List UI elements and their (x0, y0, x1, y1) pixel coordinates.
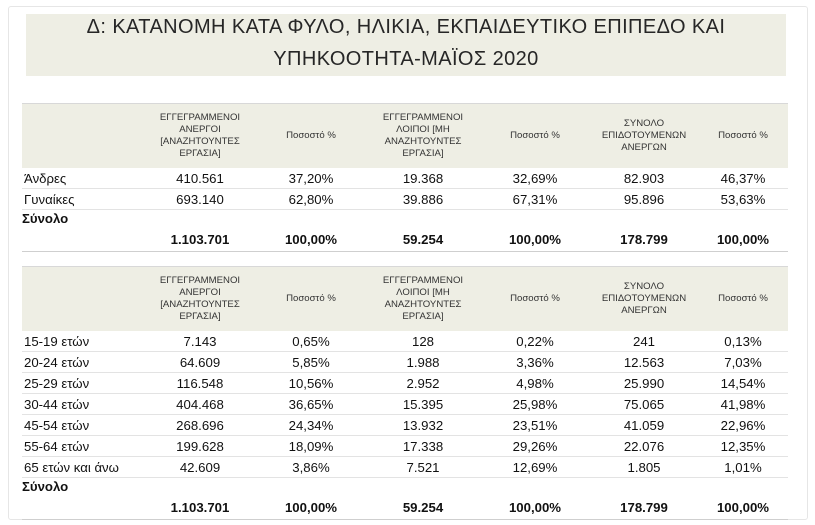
data-cell: 404.468 (144, 394, 256, 415)
table-row (22, 436, 788, 457)
total-cell: 100,00% (256, 495, 366, 520)
total-label-row (22, 478, 788, 496)
data-cell: 116.548 (144, 373, 256, 394)
header-line: Ποσοστό % (718, 130, 768, 141)
total-row (22, 227, 788, 252)
header-line: ΕΓΓΕΓΡΑΜΜΕΝΟΙ (382, 112, 464, 123)
data-cell: 25.990 (590, 373, 698, 394)
data-cell: 23,51% (480, 415, 590, 436)
data-cell: 24,34% (256, 415, 366, 436)
header-line: Ποσοστό % (718, 293, 768, 304)
data-cell: 15.395 (366, 394, 480, 415)
data-cell: 1.988 (366, 352, 480, 373)
header-line: ΑΝΕΡΓΟΙ (179, 287, 221, 298)
data-cell: 128 (366, 331, 480, 352)
header-line: Ποσοστό % (510, 130, 560, 141)
header-line: ΕΡΓΑΣΙΑ] (402, 311, 444, 322)
data-cell: 12.563 (590, 352, 698, 373)
empty-cell (256, 210, 366, 228)
total-cell: 100,00% (698, 227, 788, 252)
data-cell: 82.903 (590, 168, 698, 189)
header-other-registered (366, 267, 480, 332)
data-cell: 18,09% (256, 436, 366, 457)
total-label: Σύνολο (22, 211, 69, 226)
data-cell: 22,96% (698, 415, 788, 436)
data-cell: 39.886 (366, 189, 480, 210)
data-cell: 3,86% (256, 457, 366, 478)
empty-cell (698, 210, 788, 228)
data-cell: 19.368 (366, 168, 480, 189)
total-cell: 178.799 (590, 227, 698, 252)
data-cell: 0,22% (480, 331, 590, 352)
gender-table (22, 103, 788, 252)
empty-cell (22, 495, 144, 520)
header-line: ΑΝΕΡΓΟΙ (179, 124, 221, 135)
header-subsidized-total (590, 267, 698, 332)
row-label: Άνδρες (22, 168, 144, 189)
table-row (22, 189, 788, 210)
total-cell: 100,00% (480, 227, 590, 252)
row-label: 15-19 ετών (22, 331, 144, 352)
data-cell: 0,13% (698, 331, 788, 352)
empty-cell (144, 478, 256, 496)
table-header-row (22, 104, 788, 169)
header-other-registered (366, 104, 480, 169)
header-blank (22, 104, 144, 169)
header-line: ΕΡΓΑΣΙΑ] (179, 148, 221, 159)
header-line: Ποσοστό % (286, 293, 336, 304)
header-line: ΛΟΙΠΟΙ [ΜΗ (396, 287, 450, 298)
data-cell: 41.059 (590, 415, 698, 436)
table-header-row (22, 267, 788, 332)
header-subsidized-total (590, 104, 698, 169)
total-cell: 59.254 (366, 495, 480, 520)
data-cell: 64.609 (144, 352, 256, 373)
data-cell: 7,03% (698, 352, 788, 373)
data-cell: 41,98% (698, 394, 788, 415)
table-row (22, 457, 788, 478)
total-row (22, 495, 788, 520)
data-cell: 46,37% (698, 168, 788, 189)
data-cell: 95.896 (590, 189, 698, 210)
empty-cell (366, 478, 480, 496)
total-label-row (22, 210, 788, 228)
header-line: ΕΓΓΕΓΡΑΜΜΕΝΟΙ (159, 275, 241, 286)
data-cell: 17.338 (366, 436, 480, 457)
header-line: ΑΝΕΡΓΩΝ (621, 142, 667, 153)
data-cell: 410.561 (144, 168, 256, 189)
data-cell: 1,01% (698, 457, 788, 478)
empty-cell (590, 210, 698, 228)
data-cell: 12,69% (480, 457, 590, 478)
total-label: Σύνολο (22, 479, 69, 494)
header-percent (698, 267, 788, 332)
header-line: ΑΝΑΖΗΤΟΥΝΤΕΣ (384, 299, 462, 310)
age-table (22, 266, 788, 520)
data-cell: 75.065 (590, 394, 698, 415)
data-cell: 62,80% (256, 189, 366, 210)
total-cell: 100,00% (480, 495, 590, 520)
header-line: ΕΓΓΕΓΡΑΜΜΕΝΟΙ (159, 112, 241, 123)
header-line: ΑΝΕΡΓΩΝ (621, 305, 667, 316)
table-row (22, 352, 788, 373)
row-label: 55-64 ετών (22, 436, 144, 457)
header-line: Ποσοστό % (510, 293, 560, 304)
header-line: ΕΡΓΑΣΙΑ] (402, 148, 444, 159)
data-cell: 199.628 (144, 436, 256, 457)
data-cell: 42.609 (144, 457, 256, 478)
row-label: 65 ετών και άνω (22, 457, 144, 478)
header-line: ΣΥΝΟΛΟ (623, 118, 665, 129)
header-registered-unemployed (144, 267, 256, 332)
header-line: Ποσοστό % (286, 130, 336, 141)
title-line-2: ΥΠΗΚΟΟΤΗΤΑ-ΜΑΪΟΣ 2020 (273, 48, 539, 70)
data-cell: 67,31% (480, 189, 590, 210)
header-line: ΕΠΙΔΟΤΟΥΜΕΝΩΝ (601, 130, 687, 141)
total-cell: 59.254 (366, 227, 480, 252)
row-label: Γυναίκες (22, 189, 144, 210)
data-cell: 4,98% (480, 373, 590, 394)
title-line-1: Δ: ΚΑΤΑΝΟΜΗ ΚΑΤΑ ΦΥΛΟ, ΗΛΙΚΙΑ, ΕΚΠΑΙΔΕΥΤΙΚΟ ΕΠΙΠΕΔΟ ΚΑΙ (86, 16, 726, 38)
empty-cell (144, 210, 256, 228)
data-cell: 2.952 (366, 373, 480, 394)
data-cell: 5,85% (256, 352, 366, 373)
header-registered-unemployed (144, 104, 256, 169)
table-row (22, 394, 788, 415)
table-row (22, 331, 788, 352)
total-cell: 178.799 (590, 495, 698, 520)
data-cell: 22.076 (590, 436, 698, 457)
data-cell: 53,63% (698, 189, 788, 210)
data-cell: 3,36% (480, 352, 590, 373)
title-banner (26, 14, 786, 76)
header-line: ΕΠΙΔΟΤΟΥΜΕΝΩΝ (601, 293, 687, 304)
data-cell: 10,56% (256, 373, 366, 394)
data-cell: 693.140 (144, 189, 256, 210)
data-cell: 37,20% (256, 168, 366, 189)
data-cell: 1.805 (590, 457, 698, 478)
header-blank (22, 267, 144, 332)
header-line: ΕΓΓΕΓΡΑΜΜΕΝΟΙ (382, 275, 464, 286)
data-cell: 7.143 (144, 331, 256, 352)
empty-cell (22, 227, 144, 252)
data-cell: 13.932 (366, 415, 480, 436)
total-cell: 100,00% (698, 495, 788, 520)
header-line: ΣΥΝΟΛΟ (623, 281, 665, 292)
empty-cell (698, 478, 788, 496)
header-line: [ΑΝΑΖΗΤΟΥΝΤΕΣ (160, 136, 240, 147)
data-cell: 36,65% (256, 394, 366, 415)
data-cell: 0,65% (256, 331, 366, 352)
empty-cell (480, 210, 590, 228)
total-cell: 100,00% (256, 227, 366, 252)
data-cell: 7.521 (366, 457, 480, 478)
table-row (22, 415, 788, 436)
data-cell: 32,69% (480, 168, 590, 189)
total-cell: 1.103.701 (144, 227, 256, 252)
data-cell: 25,98% (480, 394, 590, 415)
header-percent (480, 104, 590, 169)
header-percent (256, 267, 366, 332)
data-cell: 268.696 (144, 415, 256, 436)
header-line: ΑΝΑΖΗΤΟΥΝΤΕΣ (384, 136, 462, 147)
header-percent (256, 104, 366, 169)
data-cell: 241 (590, 331, 698, 352)
row-label: 25-29 ετών (22, 373, 144, 394)
header-line: [ΑΝΑΖΗΤΟΥΝΤΕΣ (160, 299, 240, 310)
empty-cell (590, 478, 698, 496)
row-label: 20-24 ετών (22, 352, 144, 373)
total-cell: 1.103.701 (144, 495, 256, 520)
row-label: 30-44 ετών (22, 394, 144, 415)
header-line: ΛΟΙΠΟΙ [ΜΗ (396, 124, 450, 135)
table-row (22, 373, 788, 394)
table-row (22, 168, 788, 189)
header-line: ΕΡΓΑΣΙΑ] (179, 311, 221, 322)
empty-cell (256, 478, 366, 496)
data-cell: 14,54% (698, 373, 788, 394)
row-label: 45-54 ετών (22, 415, 144, 436)
header-percent (480, 267, 590, 332)
data-cell: 12,35% (698, 436, 788, 457)
empty-cell (366, 210, 480, 228)
data-cell: 29,26% (480, 436, 590, 457)
header-percent (698, 104, 788, 169)
empty-cell (480, 478, 590, 496)
